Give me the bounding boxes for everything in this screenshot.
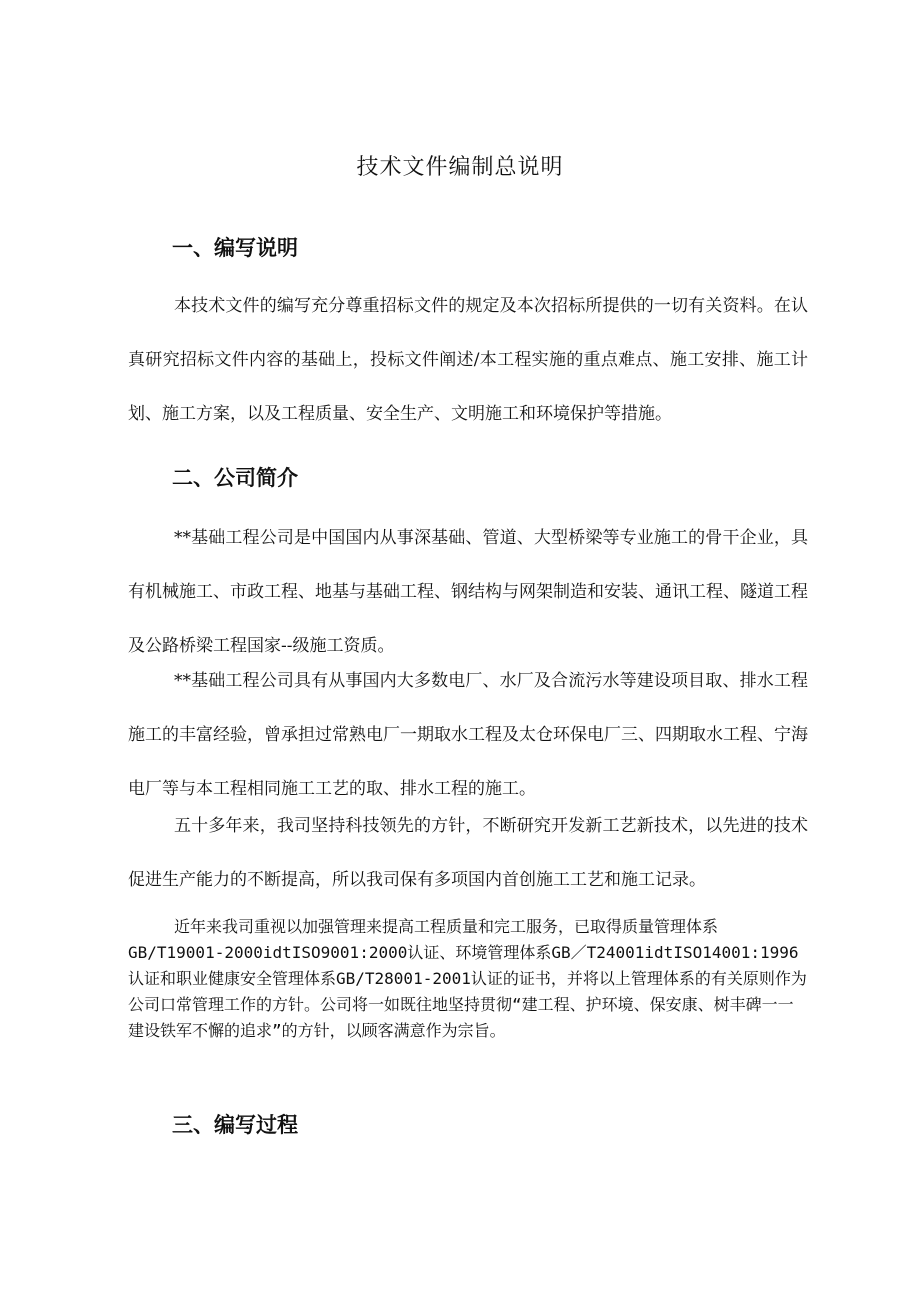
paragraph-company-intro-1: **基础工程公司是中国国内从事深基础、管道、大型桥梁等专业施工的骨干企业，具有机械施工、市政工程、地基与基础工程、钢结构与网架制造和安装、通讯工程、隧道工程及公路桥梁工程国家--级施工资质。 xyxy=(128,528,808,656)
paragraph-writing-notes: 本技术文件的编写充分尊重招标文件的规定及本次招标所提供的一切有关资料。在认真研究招标文件内容的基础上，投标文件阐述/本工程实施的重点难点、施工安排、施工计划、施工方案，以及工程质量、安全生产、文明施工和环境保护等措施。 xyxy=(128,296,808,424)
paragraph-company-intro-4 xyxy=(128,914,808,1044)
section-heading-3: 三、编写过程 xyxy=(172,1113,298,1137)
paragraph-company-intro-3: 五十多年来，我司坚持科技领先的方针，不断研究开发新工艺新技术，以先进的技术促进生产能力的不断提高，所以我司保有多项国内首创施工工艺和施工记录。 xyxy=(128,816,808,890)
document-title: 技术文件编制总说明 xyxy=(356,155,564,180)
section-heading-2: 二、公司简介 xyxy=(172,466,298,490)
paragraph-company-intro-2: **基础工程公司具有从事国内大多数电厂、水厂及合流污水等建设项目取、排水工程施工的丰富经验，曾承担过常熟电厂一期取水工程及太仓环保电厂三、四期取水工程、宁海电厂等与本工程相同施工工艺的取、排水工程的施工。 xyxy=(128,671,808,799)
paragraph-company-intro-4-text: 近年来我司重视以加强管理来提高工程质量和完工服务，已取得质量管理体系GB/T19001-2000idtISO9001:2000认证、环境管理体系GB／T24001idtISO14001:1996认证和职业健康安全管理体系GB/T28001-2001认证的证书，并将以上管理体系的有关原则作为公司口常管理工作的方针。公司将一如既往地坚持贯彻“建工程、护环境、保安康、树丰碑一一建设铁军不懈的追求”的方针，以顾客满意作为宗旨。 xyxy=(128,917,807,1040)
section-heading-1: 一、编写说明 xyxy=(172,236,298,260)
